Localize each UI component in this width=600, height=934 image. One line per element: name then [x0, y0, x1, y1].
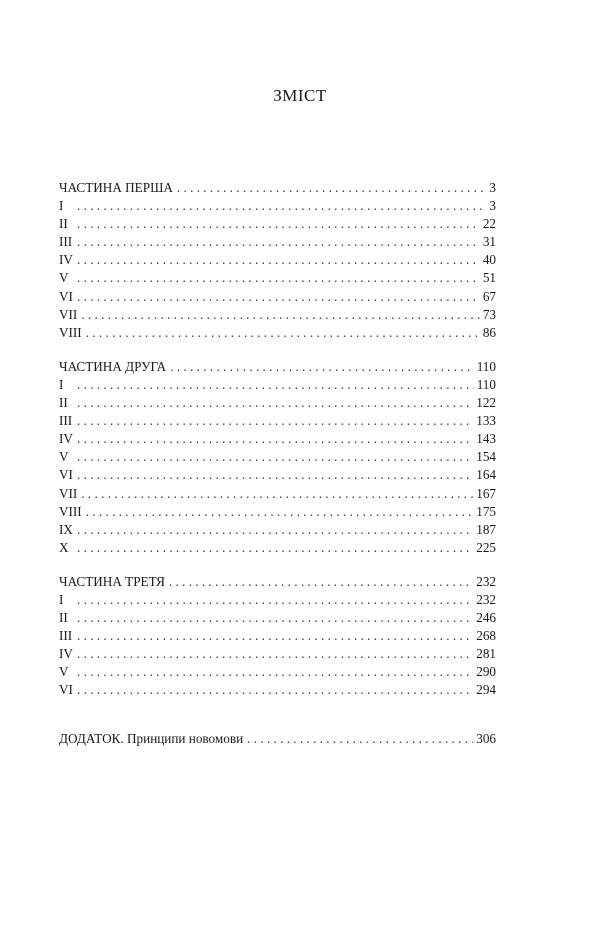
chapter-entry	[59, 485, 496, 503]
entry-label: ЧАСТИНА ПЕРША	[59, 180, 173, 195]
entry-label: VI	[59, 288, 73, 304]
dot-leader	[77, 215, 480, 233]
part-heading	[59, 358, 496, 376]
entry-label: V	[59, 449, 69, 465]
entry-label: I	[59, 591, 64, 607]
page-number: 187	[476, 521, 496, 537]
entry-label: VII	[59, 306, 78, 322]
dot-leader	[77, 663, 473, 681]
toc-part	[59, 573, 496, 700]
page-number: 3	[489, 198, 496, 214]
dot-leader	[81, 306, 480, 324]
entry-label: ЧАСТИНА ДРУГА	[59, 358, 167, 374]
chapter-entry	[59, 251, 496, 269]
page-title: ЗМІСТ	[273, 86, 327, 105]
dot-leader	[77, 197, 486, 215]
table-of-contents	[59, 179, 496, 764]
chapter-entry	[59, 430, 496, 448]
dot-leader	[77, 627, 473, 645]
entry-label: III	[59, 413, 73, 429]
chapter-entry	[59, 306, 496, 324]
page-number: 110	[476, 358, 496, 374]
entry-label: I	[59, 376, 64, 392]
entry-label: VIII	[59, 324, 82, 340]
chapter-entry	[59, 503, 496, 521]
page-number: 294	[476, 682, 496, 698]
dot-leader	[77, 609, 473, 627]
page-number: 86	[482, 324, 496, 340]
chapter-entry	[59, 233, 496, 251]
page-number: 67	[482, 288, 496, 304]
entry-label: VII	[59, 485, 78, 501]
page-number: 225	[476, 539, 496, 555]
entry-label: V	[59, 664, 69, 680]
dot-leader	[169, 573, 473, 591]
entry-label: X	[59, 539, 69, 555]
chapter-entry	[59, 663, 496, 681]
chapter-entry	[59, 412, 496, 430]
page-number: 246	[476, 610, 496, 626]
entry-label: IX	[59, 521, 73, 537]
page-number: 164	[476, 467, 496, 483]
dot-leader	[86, 503, 474, 521]
chapter-entry	[59, 609, 496, 627]
dot-leader	[247, 730, 473, 748]
page-number: 306	[476, 730, 496, 746]
dot-leader	[77, 288, 480, 306]
dot-leader	[77, 376, 474, 394]
entry-label: ДОДАТОК. Принципи новомови	[59, 730, 244, 746]
entry-label: IV	[59, 252, 73, 268]
appendix-entry	[59, 730, 496, 748]
page-number: 281	[476, 646, 496, 662]
entry-label: VI	[59, 682, 73, 698]
entry-label: II	[59, 395, 68, 411]
chapter-entry	[59, 394, 496, 412]
page-number: 73	[482, 306, 496, 322]
entry-label: V	[59, 270, 69, 286]
chapter-entry	[59, 448, 496, 466]
dot-leader	[77, 394, 473, 412]
dot-leader	[86, 324, 480, 342]
entry-label: IV	[59, 431, 73, 447]
page-number: 232	[476, 573, 496, 589]
part-heading	[59, 179, 496, 197]
entry-label: III	[59, 628, 73, 644]
dot-leader	[77, 521, 473, 539]
dot-leader	[77, 681, 473, 699]
chapter-entry	[59, 521, 496, 539]
entry-label: VIII	[59, 503, 82, 519]
dot-leader	[77, 466, 473, 484]
part-heading	[59, 573, 496, 591]
page-number: 143	[476, 431, 496, 447]
chapter-entry	[59, 627, 496, 645]
page-number: 40	[482, 252, 496, 268]
chapter-entry	[59, 539, 496, 557]
entry-label: II	[59, 610, 68, 626]
page-number: 154	[476, 449, 496, 465]
entry-label: II	[59, 216, 68, 232]
page-number: 175	[476, 503, 496, 519]
dot-leader	[77, 233, 480, 251]
dot-leader	[77, 591, 473, 609]
chapter-entry	[59, 376, 496, 394]
dot-leader	[77, 269, 480, 287]
dot-leader	[81, 485, 473, 503]
entry-label: IV	[59, 646, 73, 662]
page-number: 232	[476, 591, 496, 607]
chapter-entry	[59, 269, 496, 287]
page-number: 122	[476, 395, 496, 411]
chapter-entry	[59, 288, 496, 306]
chapter-entry	[59, 681, 496, 699]
chapter-entry	[59, 645, 496, 663]
page-number: 110	[476, 376, 496, 392]
dot-leader	[77, 251, 480, 269]
entry-label: III	[59, 234, 73, 250]
dot-leader	[77, 539, 473, 557]
dot-leader	[77, 645, 473, 663]
chapter-entry	[59, 591, 496, 609]
toc-part	[59, 179, 496, 342]
page-number: 290	[476, 664, 496, 680]
dot-leader	[170, 358, 473, 376]
toc-part	[59, 358, 496, 557]
dot-leader	[77, 430, 473, 448]
page-number: 22	[482, 216, 496, 232]
entry-label: ЧАСТИНА ТРЕТЯ	[59, 573, 165, 589]
toc-appendix	[59, 730, 496, 748]
page-number: 31	[482, 234, 496, 250]
dot-leader	[177, 179, 487, 197]
page-number: 167	[476, 485, 496, 501]
dot-leader	[77, 448, 473, 466]
dot-leader	[77, 412, 473, 430]
page-number: 3	[489, 180, 496, 195]
entry-label: I	[59, 198, 64, 214]
chapter-entry	[59, 197, 496, 215]
entry-label: VI	[59, 467, 73, 483]
chapter-entry	[59, 324, 496, 342]
page-number: 51	[482, 270, 496, 286]
page-number: 268	[476, 628, 496, 644]
chapter-entry	[59, 466, 496, 484]
page-number: 133	[476, 413, 496, 429]
chapter-entry	[59, 215, 496, 233]
